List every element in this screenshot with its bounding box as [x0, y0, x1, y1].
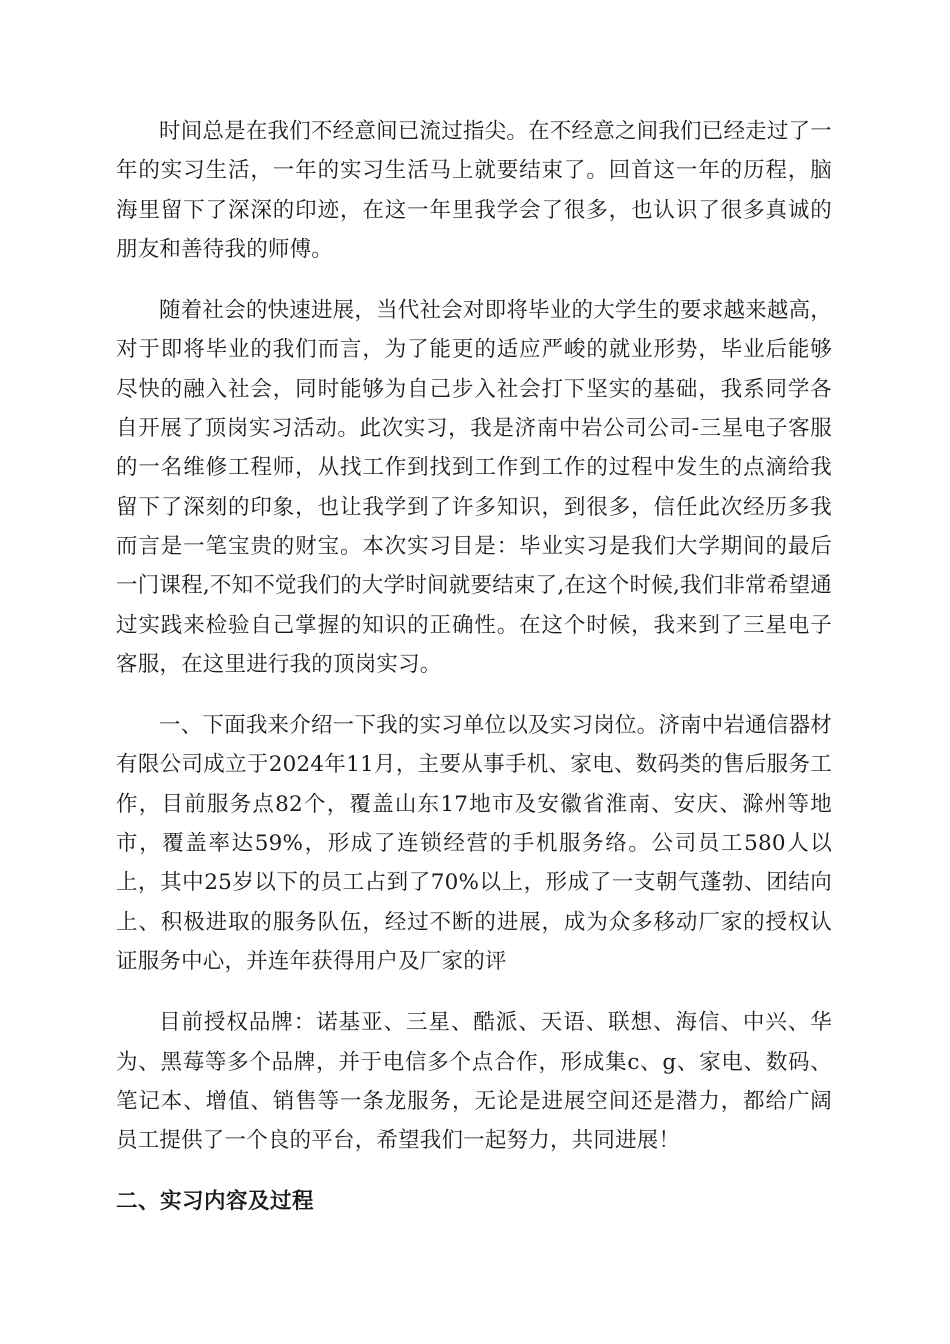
paragraph-intro: 时间总是在我们不经意间已流过指尖。在不经意之间我们已经走过了一年的实习生活，一年的实习生活马上就要结束了。回首这一年的历程，脑海里留下了深深的印迹，在这一年里我学会了很多，也认识了很多真诚的朋友和善待我的师傅。 [116, 119, 832, 262]
paragraph-brands: 目前授权品牌：诺基亚、三星、酷派、天语、联想、海信、中兴、华为、黑莓等多个品牌，并于电信多个点合作，形成集c、g、家电、数码、笔记本、增值、销售等一条龙服务，无论是进展空间还是潜力，都给广阔员工提供了一个良的平台，希望我们一起努力，共同进展！ [116, 1010, 832, 1154]
section-heading: 二、实习内容及过程 [116, 1189, 315, 1215]
paragraph-background: 随着社会的快速进展，当代社会对即将毕业的大学生的要求越来越高，对于即将毕业的我们而言，为了能更的适应严峻的就业形势，毕业后能够尽快的融入社会，同时能够为自己步入社会打下坚实的基础，我系同学各自开展了顶岗实习活动。此次实习，我是济南中岩公司公司-三星电子客服的一名维修工程师，从找工作到找到工作到工作的过程中发生的点滴给我留下了深刻的印象，也让我学到了许多知识，到很多，信任此次经历多我而言是一笔宝贵的财宝。本次实习目是：毕业实习是我们大学期间的最后一门课程,不知不觉我们的大学时间就要结束了,在这个时候,我们非常希望通过实践来检验自己掌握的知识的正确性。在这个时候，我来到了三星电子客服，在这里进行我的顶岗实习。 [116, 298, 832, 677]
document-page [116, 112, 832, 1221]
paragraph-company-intro: 一、下面我来介绍一下我的实习单位以及实习岗位。济南中岩通信器材有限公司成立于2024年11月，主要从事手机、家电、数码类的售后服务工作，目前服务点82个，覆盖山东17地市及安徽省淮南、安庆、滁州等地市，覆盖率达59%，形成了连锁经营的手机服务络。公司员工580人以上，其中25岁以下的员工占到了70%以上，形成了一支朝气蓬勃、团结向上、积极进取的服务队伍，经过不断的进展，成为众多移动厂家的授权认证服务中心，并连年获得用户及厂家的评 [116, 713, 832, 974]
